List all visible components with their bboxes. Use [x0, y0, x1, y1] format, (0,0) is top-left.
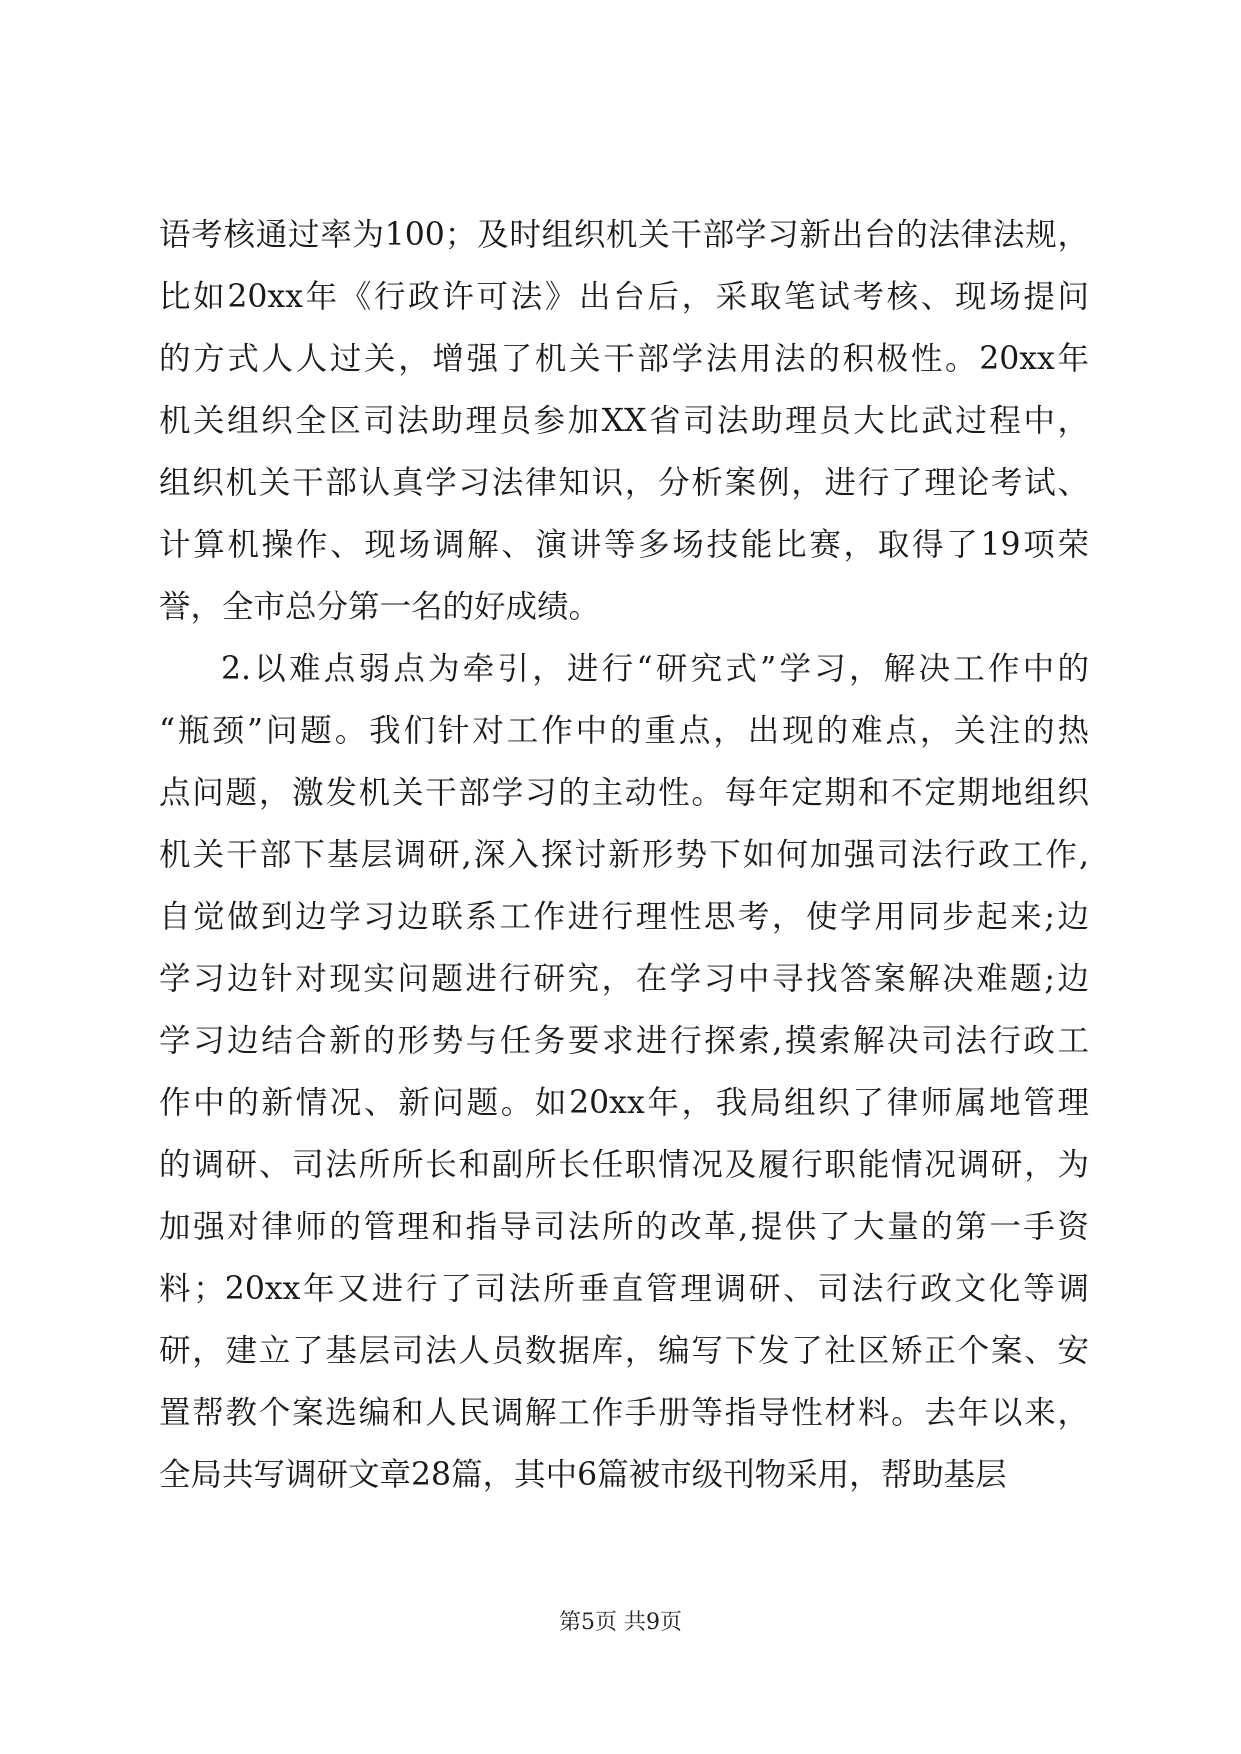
text-line: 全局共写调研文章28篇，其中6篇被市级刊物采用，帮助基层 — [159, 1457, 1007, 1493]
text-line: 学习边针对现实问题进行研究，在学习中寻找答案解决难题;边 — [159, 961, 1089, 997]
text-line: 研，建立了基层司法人员数据库，编写下发了社区矫正个案、安 — [159, 1333, 1089, 1369]
text-line: 机关组织全区司法助理员参加XX省司法助理员大比武过程中， — [159, 403, 1089, 439]
text-line: 机关干部下基层调研,深入探讨新形势下如何加强司法行政工作, — [159, 837, 1089, 873]
text-line: 的方式人人过关，增强了机关干部学法用法的积极性。20xx年 — [159, 341, 1089, 377]
text-line: 誉，全市总分第一名的好成绩。 — [159, 589, 601, 625]
text-line: 加强对律师的管理和指导司法所的改革,提供了大量的第一手资 — [159, 1209, 1089, 1245]
text-line: 置帮教个案选编和人民调解工作手册等指导性材料。去年以来， — [159, 1395, 1089, 1431]
text-line: “瓶颈”问题。我们针对工作中的重点，出现的难点，关注的热 — [159, 713, 1089, 749]
text-line: 组织机关干部认真学习法律知识，分析案例，进行了理论考试、 — [159, 465, 1089, 501]
document-body — [159, 204, 1089, 1506]
text-line: 比如20xx年《行政许可法》出台后，采取笔试考核、现场提问 — [159, 279, 1089, 315]
text-line: 料；20xx年又进行了司法所垂直管理调研、司法行政文化等调 — [159, 1271, 1089, 1307]
text-line: 自觉做到边学习边联系工作进行理性思考，使学用同步起来;边 — [159, 899, 1089, 935]
page-number-footer: 第5页 共9页 — [559, 1610, 682, 1635]
text-line: 计算机操作、现场调解、演讲等多场技能比赛，取得了19项荣 — [159, 527, 1089, 563]
text-line: 学习边结合新的形势与任务要求进行探索,摸索解决司法行政工 — [159, 1023, 1089, 1059]
text-line: 作中的新情况、新问题。如20xx年，我局组织了律师属地管理 — [159, 1085, 1089, 1121]
text-line: 的调研、司法所所长和副所长任职情况及履行职能情况调研，为 — [159, 1147, 1089, 1183]
text-line: 点问题，激发机关干部学习的主动性。每年定期和不定期地组织 — [159, 775, 1089, 811]
text-line: 2.以难点弱点为牵引，进行“研究式”学习，解决工作中的 — [221, 651, 1089, 687]
text-line: 语考核通过率为100；及时组织机关干部学习新出台的法律法规， — [159, 217, 1089, 253]
